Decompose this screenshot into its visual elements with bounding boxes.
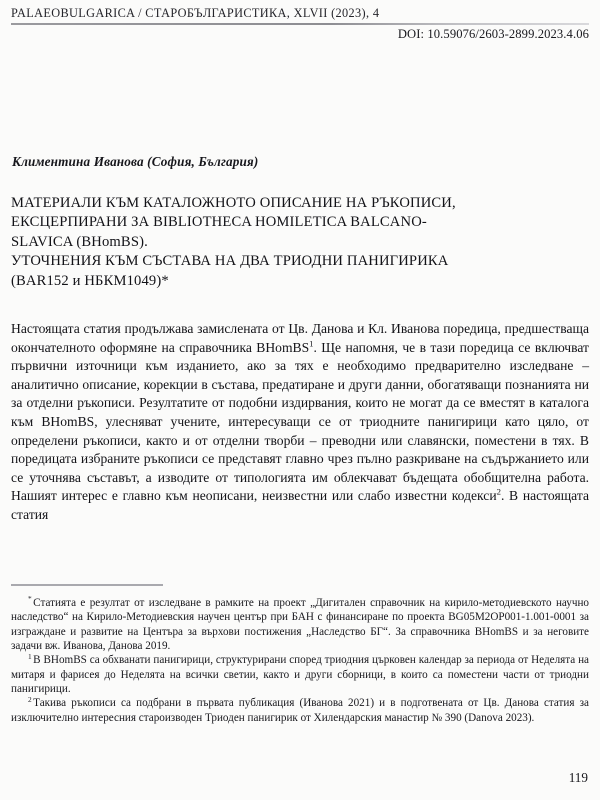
- footnotes-section: [11, 596, 589, 725]
- footnote-item: [11, 653, 589, 696]
- footnote-text: В BHomBS са обхванати панигирици, структурирани според триодния църковен календар за периода от Неделята на митаря и фарисея до Неделята на всички светии, както и други сборници, в които са поместени части от триодни панигирици.: [11, 654, 589, 696]
- footnote-item: [11, 596, 589, 653]
- footnote-marker: *: [28, 594, 32, 604]
- footnote-separator: [11, 584, 163, 586]
- title-line-1: МАТЕРИАЛИ КЪМ КАТАЛОЖНОТО ОПИСАНИЕ НА РЪКОПИСИ,: [11, 195, 456, 211]
- doi-text: DOI: 10.59076/2603-2899.2023.4.06: [397, 27, 589, 41]
- footnote-reference-2[interactable]: 2: [496, 486, 501, 497]
- header-divider: [11, 23, 589, 25]
- article-title: [11, 194, 589, 291]
- footnote-reference-1[interactable]: 1: [309, 338, 314, 349]
- page-number: 119: [568, 770, 588, 785]
- body-text-part-3: . В настоящата статия: [11, 488, 589, 522]
- author-byline: Климентина Иванова (София, България): [12, 154, 259, 169]
- body-paragraph: [11, 320, 589, 525]
- footnote-text: Статията е резултат от изследване в рамките на проект „Дигитален справочник на кирило-методиевското научно наследство“ на Кирило-Методиевския научен център при БАН с финансиране по проекта BG05M2OP001-1.001-0001 за изграждане и развитие на Центъра за върхови постижения „Наследство БГ“. За справочника BHomBS и за неговите задачи вж. Иванова, Данова 2019.: [11, 597, 589, 653]
- title-line-2: ЕКСЦЕРПИРАНИ ЗА BIBLIOTHECA HOMILETICA BALCANO-: [11, 214, 427, 231]
- body-text: [11, 320, 589, 525]
- title-line-5: (BAR152 и НБКМ1049)*: [11, 272, 169, 289]
- footnote-text: Такива ръкописи са подбрани в първата публикация (Иванова 2021) и в подготвената от Цв. Данова статия за изключително интересния староизводен Триоден панигирик от Хилендарския манастир № 390 (Danova 2023).: [11, 697, 589, 724]
- footnote-marker: 2: [28, 694, 32, 704]
- body-text-part-2: . Ще напомня, че в тази поредица се включват първични източници към изданието, ако за тях е необходимо предварително изследване – аналитично описание, корекции в състава, предатиране и други данни, обогатяващи познанията ни за отделни ръкописи. Резултатите от подобни издирвания, които не могат да се вместят в каталога към BHomBS, улесняват учените, интересуващи се от триодните панигирици като цяло, от определени ръкописи, както и от отделни творби – преводни или славянски, поместени в тях. В поредицата избраните ръкописи се представят главно чрез пълно разкриване на съдържанието или се уточнява съставът, а изводите от типологията им облекчават бъдещата обобщителна работа. Нашият интерес е главно към неописани, неизвестни или слабо известни кодекси: [11, 339, 589, 504]
- title-line-4: УТОЧНЕНИЯ КЪМ СЪСТАВА НА ДВА ТРИОДНИ ПАНИГИРИКА: [11, 253, 449, 270]
- footnote-marker: 1: [28, 651, 32, 661]
- running-head: PALAEOBULGARICA / СТАРОБЪЛГАРИСТИКА, XLVII (2023), 4: [11, 6, 380, 20]
- title-line-3: SLAVICA (BHomBS).: [11, 233, 148, 250]
- body-text-part-1: Настоящата статия продължава замислената от Цв. Данова и Кл. Иванова поредица, предшестваща окончателното оформяне на справочника BHomBS: [11, 321, 589, 355]
- footnote-item: [11, 696, 589, 725]
